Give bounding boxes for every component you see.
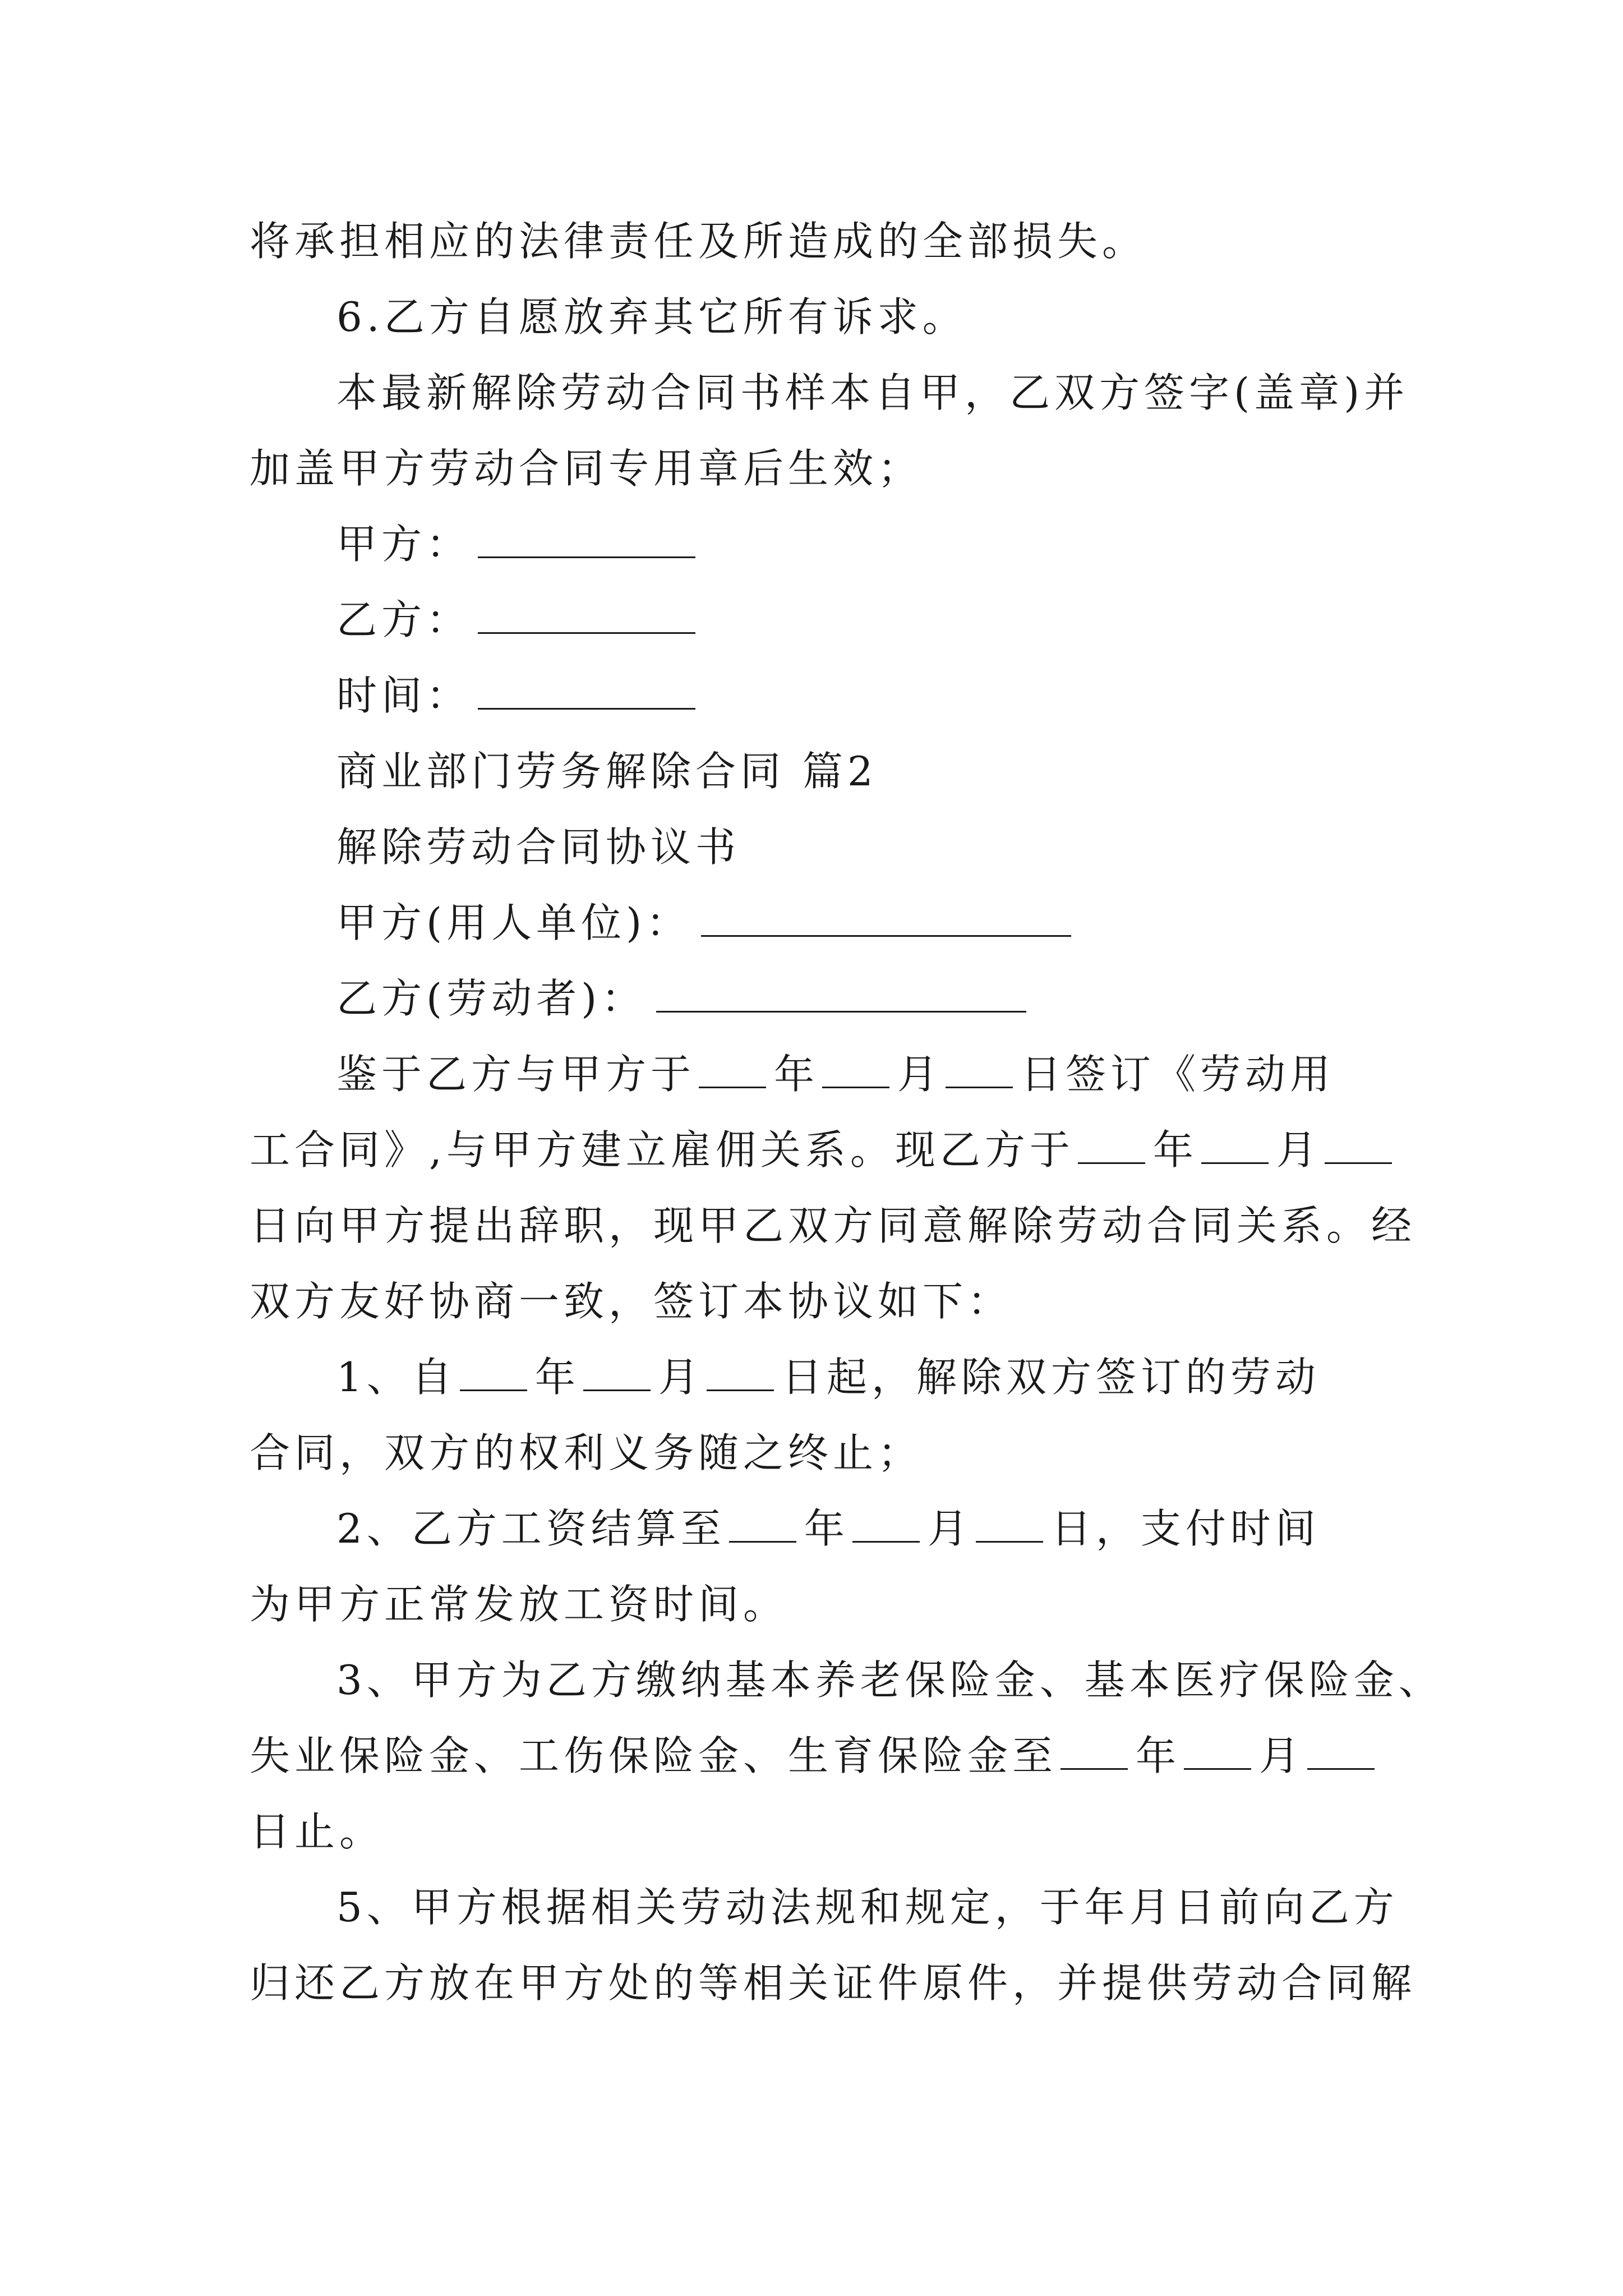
text: 归还乙方放在甲方处的等相关证件原件，并提供劳动合同解 <box>250 1959 1417 2007</box>
text: 月 <box>1259 1732 1304 1779</box>
signature-blank[interactable] <box>478 669 695 710</box>
text: 月 <box>927 1505 972 1552</box>
text: 年 <box>774 1051 819 1098</box>
label: 乙方(劳动者)： <box>336 975 647 1022</box>
date-blank[interactable] <box>946 1047 1013 1088</box>
paragraph-line <box>250 203 1147 279</box>
fill-blank[interactable] <box>656 972 1026 1013</box>
text: 月 <box>897 1051 943 1098</box>
signature-line-time <box>336 657 695 734</box>
text: 月 <box>658 1354 703 1401</box>
text: 双方友好协商一致，签订本协议如下： <box>250 1278 1013 1325</box>
text: 日起，解除双方签订的劳动 <box>781 1354 1320 1401</box>
text: 日签订《劳动用 <box>1021 1051 1335 1098</box>
date-blank[interactable] <box>852 1502 920 1543</box>
fill-blank[interactable] <box>701 896 1071 937</box>
text: 日止。 <box>250 1808 385 1855</box>
text: 工合同》,与甲方建立雇佣关系。现乙方于 <box>250 1126 1075 1174</box>
date-blank[interactable] <box>460 1350 527 1391</box>
paragraph-line <box>250 1188 1416 1264</box>
date-blank[interactable] <box>822 1047 889 1088</box>
date-blank[interactable] <box>707 1350 774 1391</box>
paragraph-line <box>250 1566 788 1642</box>
text: 商业部门劳务解除合同 篇2 <box>336 748 878 795</box>
label: 甲方(用人单位)： <box>336 899 691 946</box>
text: 失业保险金、工伤保险金、生育保险金至 <box>250 1732 1058 1779</box>
text: 本最新解除劳动合同书样本自甲，乙双方签字(盖章)并 <box>336 369 1409 416</box>
paragraph-line <box>250 1112 1400 1188</box>
clause-2 <box>336 1490 1320 1567</box>
date-blank[interactable] <box>729 1502 796 1543</box>
date-blank[interactable] <box>1325 1123 1392 1164</box>
text: 月 <box>1276 1126 1321 1174</box>
text: 2、乙方工资结算至 <box>336 1505 726 1552</box>
text: 年 <box>1152 1126 1198 1174</box>
paragraph-line <box>336 1036 1335 1112</box>
text: 年 <box>804 1505 849 1552</box>
party-a-line <box>336 885 1071 961</box>
label: 时间： <box>336 672 472 719</box>
date-blank[interactable] <box>699 1047 766 1088</box>
date-blank[interactable] <box>1307 1729 1375 1770</box>
date-blank[interactable] <box>1078 1123 1145 1164</box>
text: 3、甲方为乙方缴纳基本养老保险金、基本医疗保险金、 <box>336 1657 1444 1704</box>
text: 5、甲方根据相关劳动法规和规定，于年月日前向乙方 <box>336 1884 1399 1931</box>
paragraph-line <box>250 1263 1012 1340</box>
date-blank[interactable] <box>583 1350 651 1391</box>
paragraph-line <box>250 1945 1416 2021</box>
signature-blank[interactable] <box>478 517 695 558</box>
signature-blank[interactable] <box>478 593 695 634</box>
paragraph-line <box>250 1415 923 1491</box>
signature-line-party-b <box>336 582 695 658</box>
text: 鉴于乙方与甲方于 <box>336 1051 696 1098</box>
date-blank[interactable] <box>1184 1729 1251 1770</box>
date-blank[interactable] <box>1201 1123 1269 1164</box>
text: 将承担相应的法律责任及所造成的全部损失。 <box>250 218 1147 265</box>
text: 合同，双方的权利义务随之终止； <box>250 1429 923 1476</box>
text: 解除劳动合同协议书 <box>336 823 741 871</box>
paragraph-line <box>336 355 1409 431</box>
clause-1 <box>336 1339 1320 1415</box>
paragraph-line <box>250 1718 1382 1794</box>
clause-5 <box>336 1869 1399 1945</box>
label: 乙方： <box>336 596 472 643</box>
paragraph-line <box>250 430 923 507</box>
clause-3 <box>336 1642 1444 1718</box>
agreement-title <box>336 809 740 885</box>
date-blank[interactable] <box>976 1502 1043 1543</box>
paragraph-line <box>250 1793 384 1870</box>
signature-line-party-a <box>336 506 695 582</box>
text: 日向甲方提出辞职，现甲乙双方同意解除劳动合同关系。经 <box>250 1202 1417 1249</box>
text: 6.乙方自愿放弃其它所有诉求。 <box>336 293 967 341</box>
text: 年 <box>534 1354 580 1401</box>
text: 为甲方正常发放工资时间。 <box>250 1581 789 1628</box>
label: 甲方： <box>336 521 472 568</box>
date-blank[interactable] <box>1061 1729 1128 1770</box>
text: 1、自 <box>336 1354 457 1401</box>
paragraph-line <box>336 279 967 355</box>
text: 年 <box>1136 1732 1181 1779</box>
section-heading <box>336 733 878 809</box>
text: 日，支付时间 <box>1050 1505 1320 1552</box>
party-b-line <box>336 960 1026 1037</box>
text: 加盖甲方劳动合同专用章后生效； <box>250 445 923 492</box>
